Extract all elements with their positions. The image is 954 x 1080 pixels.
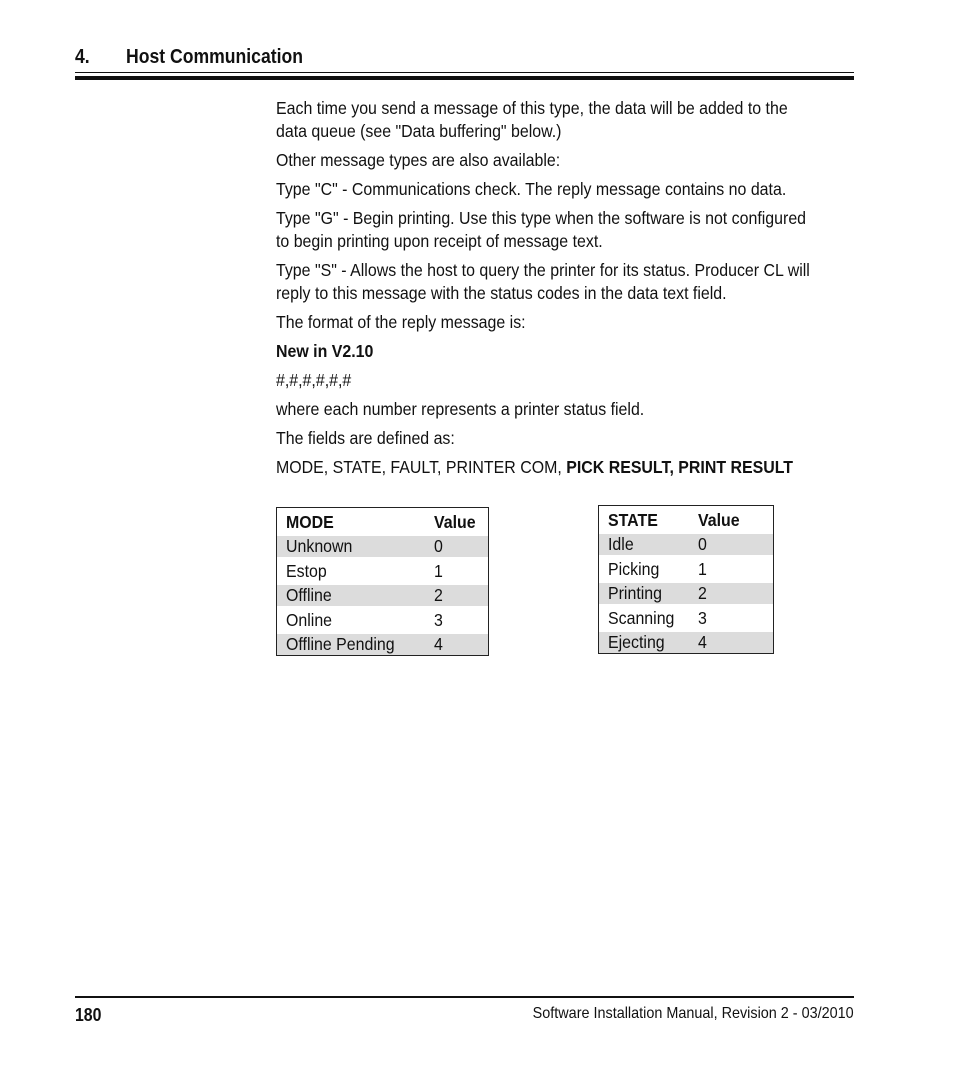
mode-table-header [277,508,489,537]
state-table-header [599,506,774,535]
mode-value-cell: 1 [433,560,443,581]
paragraph-line: The fields are defined as: [276,428,455,448]
fields-plain: MODE, STATE, FAULT, PRINTER COM, [276,457,567,477]
footer-doc-title: Software Installation Manual, Revision 2 - 03/2010 [533,1005,854,1022]
header-rule-thin [75,72,854,73]
table-row [599,604,774,632]
version-note: New in V2.10 [276,341,374,361]
section-title: Host Communication [126,46,303,68]
value-header-cell: Value [433,511,476,532]
paragraph-line: reply to this message with the status codes in the data text field. [276,283,727,303]
state-value-cell: 1 [697,558,707,579]
table-row [599,534,774,555]
state-value-cell: 0 [689,534,774,555]
state-name-cell: Ejecting [599,632,689,654]
mode-name-cell: Estop [286,560,327,581]
paragraph-line: Type "S" - Allows the host to query the printer for its status. Producer CL will [276,260,810,280]
page-number: 180 [75,1005,102,1025]
state-header-cell: STATE [608,509,658,530]
mode-name-cell: Offline [277,585,425,606]
reply-format: #,#,#,#,#,# [276,370,352,390]
mode-value-cell: 0 [425,536,489,557]
state-name-cell: Picking [608,558,660,579]
table-row [599,632,774,654]
header-rule-thick [75,76,854,80]
section-number: 4. [75,46,90,68]
paragraph-line: The format of the reply message is: [276,312,526,332]
table-row [599,555,774,583]
fields-line [276,456,860,479]
paragraph-line: Other message types are also available: [276,150,561,170]
table-row [599,583,774,604]
section-header [75,44,854,74]
body-text [276,97,861,485]
table-row [277,606,489,634]
paragraph-line: Type "G" - Begin printing. Use this type when the software is not configured [276,208,807,228]
state-table [598,505,774,654]
paragraph-line: Each time you send a message of this type, the data will be added to the [276,98,788,118]
mode-name-cell: Unknown [277,536,425,557]
paragraph-line: data queue (see "Data buffering" below.) [276,121,562,141]
paragraph-line: to begin printing upon receipt of message text. [276,231,603,251]
table-row [277,585,489,606]
mode-value-cell: 2 [425,585,489,606]
table-row [277,557,489,585]
state-name-cell: Printing [599,583,689,604]
state-value-cell: 3 [697,607,707,628]
mode-name-cell: Offline Pending [277,634,425,656]
state-name-cell: Scanning [608,607,675,628]
state-value-cell: 4 [689,632,774,654]
table-row [277,634,489,656]
table-row [277,536,489,557]
value-header-cell: Value [697,509,740,530]
mode-value-cell: 4 [425,634,489,656]
paragraph-line: where each number represents a printer status field. [276,399,645,419]
state-value-cell: 2 [689,583,774,604]
mode-table [276,507,489,656]
state-name-cell: Idle [599,534,689,555]
mode-name-cell: Online [286,609,333,630]
mode-value-cell: 3 [433,609,443,630]
footer-rule [75,996,854,998]
paragraph-line: Type "C" - Communications check. The reply message contains no data. [276,179,787,199]
fields-bold: PICK RESULT, PRINT RESULT [566,457,794,477]
mode-header-cell: MODE [286,511,334,532]
